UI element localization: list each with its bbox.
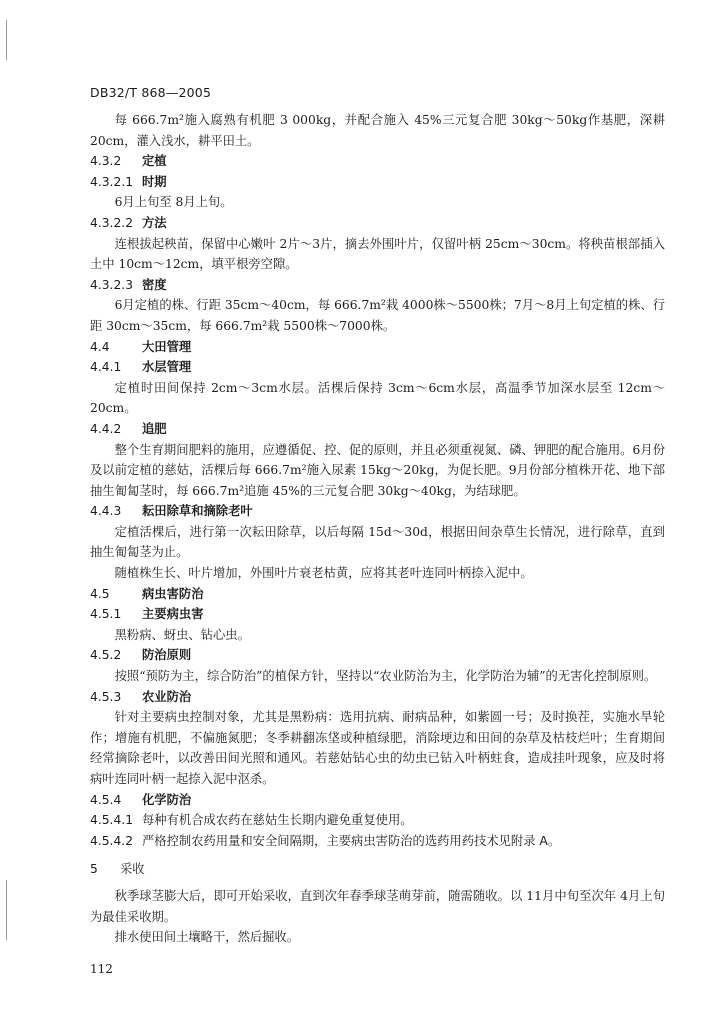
section-heading <box>90 604 665 625</box>
section-number: 4.5.1 <box>90 607 122 622</box>
section-number: 4.5 <box>90 586 110 601</box>
section-number: 4.3.2.2 <box>90 215 134 230</box>
section-heading <box>90 275 665 296</box>
section-number: 4.4 <box>90 339 110 354</box>
section-number: 4.5.4 <box>90 792 122 807</box>
section-title: 主要病虫害 <box>142 607 204 622</box>
section-number: 4.5.3 <box>90 689 122 704</box>
paragraph: 6月定植的株、行距 35cm～40cm，每 666.7m²栽 4000株～5500株；7月～8月上旬定植的株、行距 30cm～35cm，每 666.7m²栽 5500株～7000株。 <box>90 298 665 333</box>
paragraph: 秋季球茎膨大后，即可开始采收，直到次年春季球茎萌芽前，随需随收。以 11月中旬至次年 4月上旬为最佳采收期。 <box>90 888 665 924</box>
section-title: 大田管理 <box>142 339 192 354</box>
section-title: 耘田除草和摘除老叶 <box>142 504 253 519</box>
section-heading <box>90 419 665 440</box>
section-title: 农业防治 <box>142 689 192 704</box>
paragraph: 每 666.7m²施入腐熟有机肥 3 000kg，并配合施入 45%三元复合肥 30kg～50kg作基肥，深耕 20cm，灌入浅水，耕平田土。 <box>90 113 665 148</box>
section-heading <box>90 213 665 234</box>
section-heading <box>90 172 665 193</box>
section-title: 每种有机合成农药在慈姑生长期内避免重复使用。 <box>142 813 413 828</box>
paragraph: 排水使田间土壤略干，然后掘收。 <box>114 930 300 945</box>
section-heading <box>90 357 665 378</box>
paragraph: 定植活棵后，进行第一次耘田除草，以后每隔 15d～30d，根据田间杂草生长情况，进行除草，直到抽生匍匐茎为止。 <box>90 524 665 560</box>
section-title: 采收 <box>120 862 145 877</box>
section-title: 追肥 <box>142 421 167 436</box>
scan-edge-mark-bottom <box>6 880 7 940</box>
paragraph: 黑粉病、蚜虫、钻心虫。 <box>114 627 250 642</box>
section-title: 水层管理 <box>142 360 192 375</box>
paragraph: 按照“预防为主，综合防治”的植保方针，坚持以“农业防治为主，化学防治为辅”的无害化控制原则。 <box>114 669 657 684</box>
section-title: 方法 <box>142 215 167 230</box>
section-title: 严格控制农药用量和安全间隔期，主要病虫害防治的选药用药技术见附录 A。 <box>142 833 561 848</box>
section-number: 4.4.3 <box>90 504 122 519</box>
section-number: 5 <box>90 862 98 877</box>
paragraph: 6月上旬至 8月上旬。 <box>114 195 233 210</box>
section-number: 4.4.2 <box>90 421 122 436</box>
section-heading <box>90 810 665 831</box>
section-number: 4.3.2.3 <box>90 277 134 292</box>
section-number: 4.4.1 <box>90 360 122 375</box>
section-heading <box>90 790 665 811</box>
section-heading <box>90 151 665 172</box>
section-title: 定植 <box>142 154 167 169</box>
paragraph: 连根拔起秧苗，保留中心嫩叶 2片～3片，摘去外围叶片，仅留叶柄 25cm～30cm。将秧苗根部插入土中 10cm～12cm，填平根旁空隙。 <box>90 236 665 272</box>
section-title: 病虫害防治 <box>142 586 204 601</box>
section-title: 时期 <box>142 174 167 189</box>
section-number: 4.3.2.1 <box>90 174 134 189</box>
section-number: 4.5.2 <box>90 648 122 663</box>
section-heading <box>90 831 665 852</box>
section-number: 4.5.4.1 <box>90 813 134 828</box>
section-heading <box>90 645 665 666</box>
section-title: 化学防治 <box>142 792 192 807</box>
document-body <box>90 110 665 948</box>
scan-edge-mark-top <box>6 20 7 60</box>
section-number: 4.5.4.2 <box>90 833 134 848</box>
section-title: 密度 <box>142 277 167 292</box>
section-heading <box>90 687 665 708</box>
paragraph: 随植株生长、叶片增加，外围叶片衰老枯黄，应将其老叶连同叶柄捺入泥中。 <box>114 566 533 581</box>
paragraph: 定植时田间保持 2cm～3cm水层。活棵后保持 3cm～6cm水层，高温季节加深水层至 12cm～20cm。 <box>90 380 665 416</box>
section-heading <box>90 501 665 522</box>
page-number: 112 <box>90 962 113 976</box>
paragraph: 针对主要病虫控制对象，尤其是黑粉病：选用抗病、耐病品种，如紫圆一号；及时换茬，实施水旱轮作；增施有机肥，不偏施氮肥；冬季耕翻冻垡或种植绿肥，消除埂边和田间的杂草及枯枝烂叶；生育期间经常摘除老叶，以改善田间光照和通风。若慈姑钻心虫的幼虫已钻入叶柄蛀食，造成挂叶现象，应及时将病叶连同叶柄一起捺入泥中沤杀。 <box>90 710 665 786</box>
standard-code-header: DB32/T 868—2005 <box>90 85 212 100</box>
section-title: 防治原则 <box>142 648 192 663</box>
section-heading <box>90 337 665 358</box>
chapter-heading <box>90 859 665 880</box>
section-number: 4.3.2 <box>90 154 122 169</box>
section-heading <box>90 584 665 605</box>
paragraph: 整个生育期间肥料的施用，应遵循促、控、促的原则，并且必须重视氮、磷、钾肥的配合施用。6月份及以前定植的慈姑，活棵后每 666.7m²施入尿素 15kg～20kg，为促长肥。9月份部分植株开花、地下部抽生匍匐茎时，每 666.7m²追施 45%的三元复合肥 30kg～40kg，为结球肥。 <box>90 442 665 498</box>
